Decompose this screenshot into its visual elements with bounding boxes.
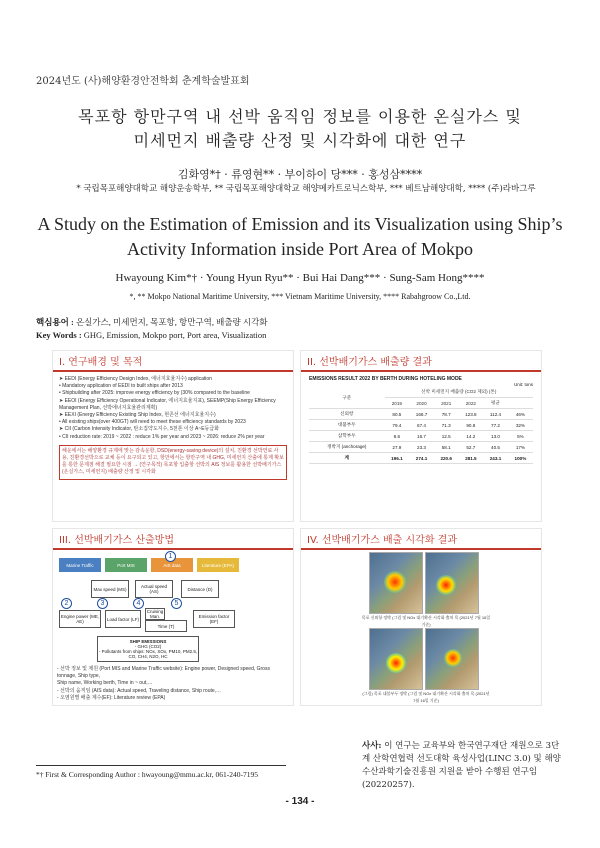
row-name: 계 (309, 453, 385, 464)
box-actual-speed: Actual speed (AS) (135, 580, 173, 598)
table-row (309, 442, 533, 453)
bg-line: • Mandatory application of EEDI to built ships after 2013 (59, 383, 183, 390)
plume (444, 649, 462, 667)
box-emission-factor: Emission factor (EF) (193, 610, 235, 628)
footnote: *† First & Corresponding Author : hwayoung@mmu.ac.kr, 061-240-7195 (36, 770, 259, 779)
table-row (309, 420, 533, 431)
plume (384, 571, 406, 593)
cell: 220.6 (434, 453, 459, 464)
visualization-body (301, 550, 541, 708)
plume (436, 575, 456, 595)
map-image (425, 552, 479, 614)
table-row-total (309, 453, 533, 464)
cell: 16.7 (409, 431, 434, 442)
table-unit: Unit: tons (513, 382, 533, 387)
bg-line: • CII reduction rate: 2019 ~ 2022 : reduce 1% per year and 2023 ~ 2026: reduce 2% per year (59, 433, 265, 440)
table-year: 2019 (385, 398, 410, 409)
cell: 71.3 (434, 420, 459, 431)
box-max-speed: Max speed (MS) (91, 580, 129, 598)
cell: 46% (508, 409, 533, 420)
title-en-line1: A Study on the Estimation of Emission and its Visualization using Ship’s (37, 214, 563, 234)
cell: 14.2 (459, 431, 484, 442)
bg-line: • All existing ships(over 400GT) will need to meet these efficiency standards by 2023 (59, 419, 246, 426)
keywords-ko-label: 핵심용어 : (36, 317, 74, 327)
ship-emissions-title: SHIP EMISSIONS (129, 639, 167, 644)
method-note: - 선박의 움직임 (AIS data): Actual speed, Traveling distance, Ship route,… (57, 687, 222, 694)
map-image (369, 552, 423, 614)
panel-background-title: I. 연구배경 및 목적 (53, 351, 293, 372)
ack-label: 사사: (362, 741, 382, 751)
row-name: 정박지 (anchorage) (309, 442, 385, 453)
conference-header: 2024년도 (사)해양환경안전학회 춘계학술발표회 (36, 76, 250, 87)
source-ais: AIS data (151, 558, 193, 572)
map-caption-1: 목포 신외항 정박 (그림 및 NOx 대기확산 시각화 출처 목 (2021년 7월 16일 기준) (361, 615, 491, 628)
cell: 123.8 (459, 409, 484, 420)
cell: 40.5 (483, 442, 508, 453)
row-name: 신외항 (309, 409, 385, 420)
bg-line: ➤ EEDI (Energy Efficiency Design Index, 에너지효율지수) application (59, 376, 212, 382)
table-caption: EMISSIONS RESULT 2022 BY BERTH DURING HOTELING MODE (309, 376, 462, 382)
cell: 52.7 (459, 442, 484, 453)
keywords-ko-text: 온실가스, 미세먼지, 목포항, 항만구역, 배출량 시각화 (75, 317, 268, 327)
panel-background-body (53, 372, 293, 484)
authors-en: Hwayoung Kim*† · Young Hyun Ryu** · Bui Hai Dang*** · Sung-Sam Hong**** (115, 272, 485, 284)
step-marker: 2 (61, 598, 72, 609)
cell: 112.4 (483, 409, 508, 420)
panel-results-body (301, 372, 541, 468)
bg-line: ➤ CII (Carbon Intensity Indicator, 탄소집약도지수, 5천톤 이상 A~E등급화 (59, 426, 220, 433)
affiliation-en: *, ** Mokpo National Maritime University, *** Vietnam Maritime University, **** Rabahgroow Co.,Ltd. (129, 292, 471, 301)
method-note: - 오염원별 배출 계수(EF): Literature review (EPA) (57, 694, 166, 701)
method-note: - 선박 정보 및 제원 (Port MIS and Marine Traffic website): Engine power, Designed speed, Gross tonnage, Ship type, (57, 666, 270, 680)
table-year: 2020 (409, 398, 434, 409)
title-ko-line1: 목포항 항만구역 내 선박 움직임 정보를 이용한 온실가스 및 (78, 107, 522, 126)
keywords-en (36, 330, 266, 340)
bg-line: • Shipbuilding after 2025: improve energy efficiency by (30% compared to the baseline (59, 390, 250, 397)
source-literature: Literature (EPA) (197, 558, 239, 572)
cell: 196.1 (385, 453, 410, 464)
panel-method-title: III. 선박배기가스 산출방법 (53, 529, 293, 550)
acknowledgement (362, 740, 562, 792)
bg-line: Management Plan, 선박에너지효율관리계획) (59, 404, 158, 411)
box-time: Time (T) (145, 620, 187, 632)
cell: 58.1 (434, 442, 459, 453)
table-row (309, 431, 533, 442)
panel-visualization (300, 528, 542, 706)
row-name: 삼학부두 (309, 431, 385, 442)
panel-method (52, 528, 294, 706)
keywords-en-text: GHG, Emission, Mokpo port, Port area, Visualization (83, 330, 267, 340)
plume (386, 653, 406, 673)
cell: 5% (508, 431, 533, 442)
step-marker: 4 (133, 598, 144, 609)
box-engine-power: Engine power (ME, AE) (59, 610, 101, 628)
title-ko-line2: 미세먼지 배출량 산정 및 시각화에 대한 연구 (133, 131, 467, 150)
ship-emissions-pollutants: - Pollutants from ships: NOx, SOx, PM10, PM2.5, CO, CH4, N2O, HC (98, 649, 198, 659)
map-caption-2: (그림) 목포 대불부두 정박 (그림 및 NOx 대기확산 시각화 출처 목 (2021년 7월 16일 기준) (362, 691, 490, 704)
ship-emissions-box (97, 636, 199, 662)
affiliation-ko: * 국립목포해양대학교 해양운송학부, ** 국립목포해양대학교 해양메카트로닉스학부, *** 베트남해양대학, **** (주)라바그루 (76, 184, 536, 194)
cell: 166.7 (409, 409, 434, 420)
cell: 32% (508, 420, 533, 431)
ship-emissions-ghg: - GHG (CO2) (134, 644, 162, 649)
cell: 27.9 (385, 442, 410, 453)
panel-background (52, 350, 294, 522)
title-en-line2: Activity Information inside Port Area of Mokpo (127, 239, 473, 259)
cell: 90.8 (459, 420, 484, 431)
authors-ko: 김화영*† · 류영현** · 부이하이 당*** · 홍성삼**** (177, 168, 423, 181)
cell: 100% (508, 453, 533, 464)
panel-results (300, 350, 542, 522)
cell: 79.4 (385, 420, 410, 431)
table-share (508, 398, 533, 409)
method-note: Ship name, Working berth, Time in ~ out,… (57, 680, 153, 687)
bg-line: ➤ EEOI (Energy Efficiency Operational Indicator, 에너지효율지표), SEEMP(Ship Energy Efficiency (59, 397, 276, 404)
cell: 243.1 (483, 453, 508, 464)
cell: 8.6 (385, 431, 410, 442)
cell: 281.5 (459, 453, 484, 464)
cell: 13.0 (483, 431, 508, 442)
box-mode: Cruising Man. (146, 609, 164, 619)
cell: 23.3 (409, 442, 434, 453)
cell: 67.4 (409, 420, 434, 431)
panel-results-title: II. 선박배기가스 배출량 결과 (301, 351, 541, 372)
row-name: 대불부두 (309, 420, 385, 431)
table-year: 2021 (434, 398, 459, 409)
box-distance: Distance (D) (181, 580, 219, 598)
table-col-label: 구분 (309, 387, 385, 409)
step-marker: 1 (165, 551, 176, 562)
table-year: 평균 (483, 398, 508, 409)
box-load-factor: Load factor (LF) (105, 610, 141, 628)
cell: 80.5 (385, 409, 410, 420)
method-diagram (53, 550, 293, 708)
step-marker: 3 (97, 598, 108, 609)
table-row (309, 409, 533, 420)
footnote-rule (36, 765, 286, 766)
table-year: 2022 (459, 398, 484, 409)
cell: 274.1 (409, 453, 434, 464)
emission-table (309, 387, 533, 464)
source-marine-traffic: Marine Traffic (59, 558, 101, 572)
page-number: - 134 - (285, 796, 315, 807)
keywords-ko (36, 316, 268, 328)
cell: 78.7 (434, 409, 459, 420)
source-port-mis: Port MIS (105, 558, 147, 572)
method-notes (57, 666, 287, 702)
step-marker: 5 (171, 598, 182, 609)
cell: 77.2 (483, 420, 508, 431)
map-image (369, 628, 423, 690)
keywords-en-label: Key Words : (36, 330, 82, 340)
panel-visualization-title: IV. 선박배기가스 배출 시각화 결과 (301, 529, 541, 550)
cell: 12.5 (434, 431, 459, 442)
bg-line: ➤ EEXI (Energy Efficiency Existing Ship Index, 현존선 에너지효율지수) (59, 412, 216, 419)
cell: 17% (508, 442, 533, 453)
table-group-header: 선박 미세먼지 배출량 (CO2 제외) (톤) (385, 387, 533, 398)
ack-text: 이 연구는 교육부와 한국연구재단 재원으로 3단계 산학연협력 선도대학 육성사업(LINC 3.0) 및 해양수산과학기술진흥원 지원을 받아 수행된 연구임(20220257). (362, 741, 561, 790)
map-image (425, 628, 479, 690)
purpose-box: 해운에서는 해양환경 규제에 맞는 감속운항, DSD(energy-saving device)의 설치, 친환경 선박연료 사용, 친환경선박으로 교체 등이 요구되고 있고, 항만에서는 항만구역 내 GHG, 미세먼지 산출에 통계 확보를 통한 문제점 해결 필요한 시점 → (연구목적) 목포항 입출항 선박의 AIS 정보를 활용한 선박배기가스(온실가스, 미세먼지) 배출량 산정 및 시각화 (59, 445, 287, 480)
